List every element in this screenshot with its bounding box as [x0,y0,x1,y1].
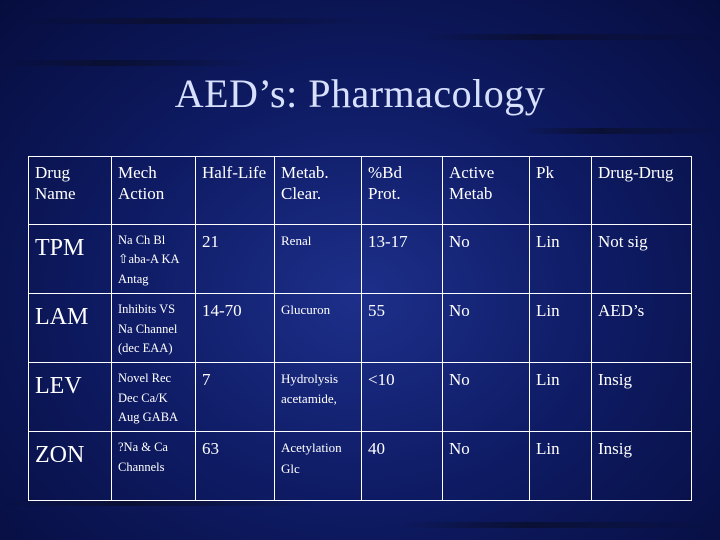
drug-drug-cell: Not sig [592,225,692,294]
half-life-cell: 14-70 [196,294,275,363]
slide-title: AED’s: Pharmacology [174,71,546,116]
header-cell: Drug Name [29,157,112,225]
active-metab-cell: No [443,225,530,294]
drug-drug-cell: AED’s [592,294,692,363]
drug-name-cell: TPM [29,225,112,294]
metab-clear-cell: Renal [275,225,362,294]
protein-binding-cell: <10 [362,363,443,432]
active-metab-cell: No [443,432,530,501]
background-streak [520,128,720,134]
mech-action-cell: Na Ch Bl ⇧aba-A KA Antag [112,225,196,294]
protein-binding-cell: 40 [362,432,443,501]
header-cell: Pk [530,157,592,225]
pk-cell: Lin [530,294,592,363]
half-life-cell: 7 [196,363,275,432]
table-row [29,225,692,294]
pk-cell: Lin [530,432,592,501]
pk-cell: Lin [530,363,592,432]
header-cell: Active Metab [443,157,530,225]
half-life-cell: 63 [196,432,275,501]
protein-binding-cell: 55 [362,294,443,363]
metab-clear-cell: Glucuron [275,294,362,363]
background-streak [0,60,260,66]
table-row [29,432,692,501]
active-metab-cell: No [443,363,530,432]
table-row [29,363,692,432]
drug-drug-cell: Insig [592,432,692,501]
header-cell: Mech Action [112,157,196,225]
metab-clear-cell: Hydrolysis acetamide, [275,363,362,432]
mech-action-cell: Novel Rec Dec Ca/K Aug GABA [112,363,196,432]
pk-cell: Lin [530,225,592,294]
table-header-row [29,157,692,225]
header-cell: Metab. Clear. [275,157,362,225]
background-streak [420,34,720,40]
header-cell: Half-Life [196,157,275,225]
drug-drug-cell: Insig [592,363,692,432]
drug-name-cell: LEV [29,363,112,432]
drug-name-cell: LAM [29,294,112,363]
background-streak [400,522,720,528]
drug-name-cell: ZON [29,432,112,501]
mech-action-cell: Inhibits VS Na Channel (dec EAA) [112,294,196,363]
pharmacology-table [28,156,692,501]
table-row [29,294,692,363]
header-cell: %Bd Prot. [362,157,443,225]
background-streak [20,18,380,24]
metab-clear-cell: Acetylation Glc [275,432,362,501]
protein-binding-cell: 13-17 [362,225,443,294]
half-life-cell: 21 [196,225,275,294]
active-metab-cell: No [443,294,530,363]
mech-action-cell: ?Na & Ca Channels [112,432,196,501]
header-cell: Drug-Drug [592,157,692,225]
